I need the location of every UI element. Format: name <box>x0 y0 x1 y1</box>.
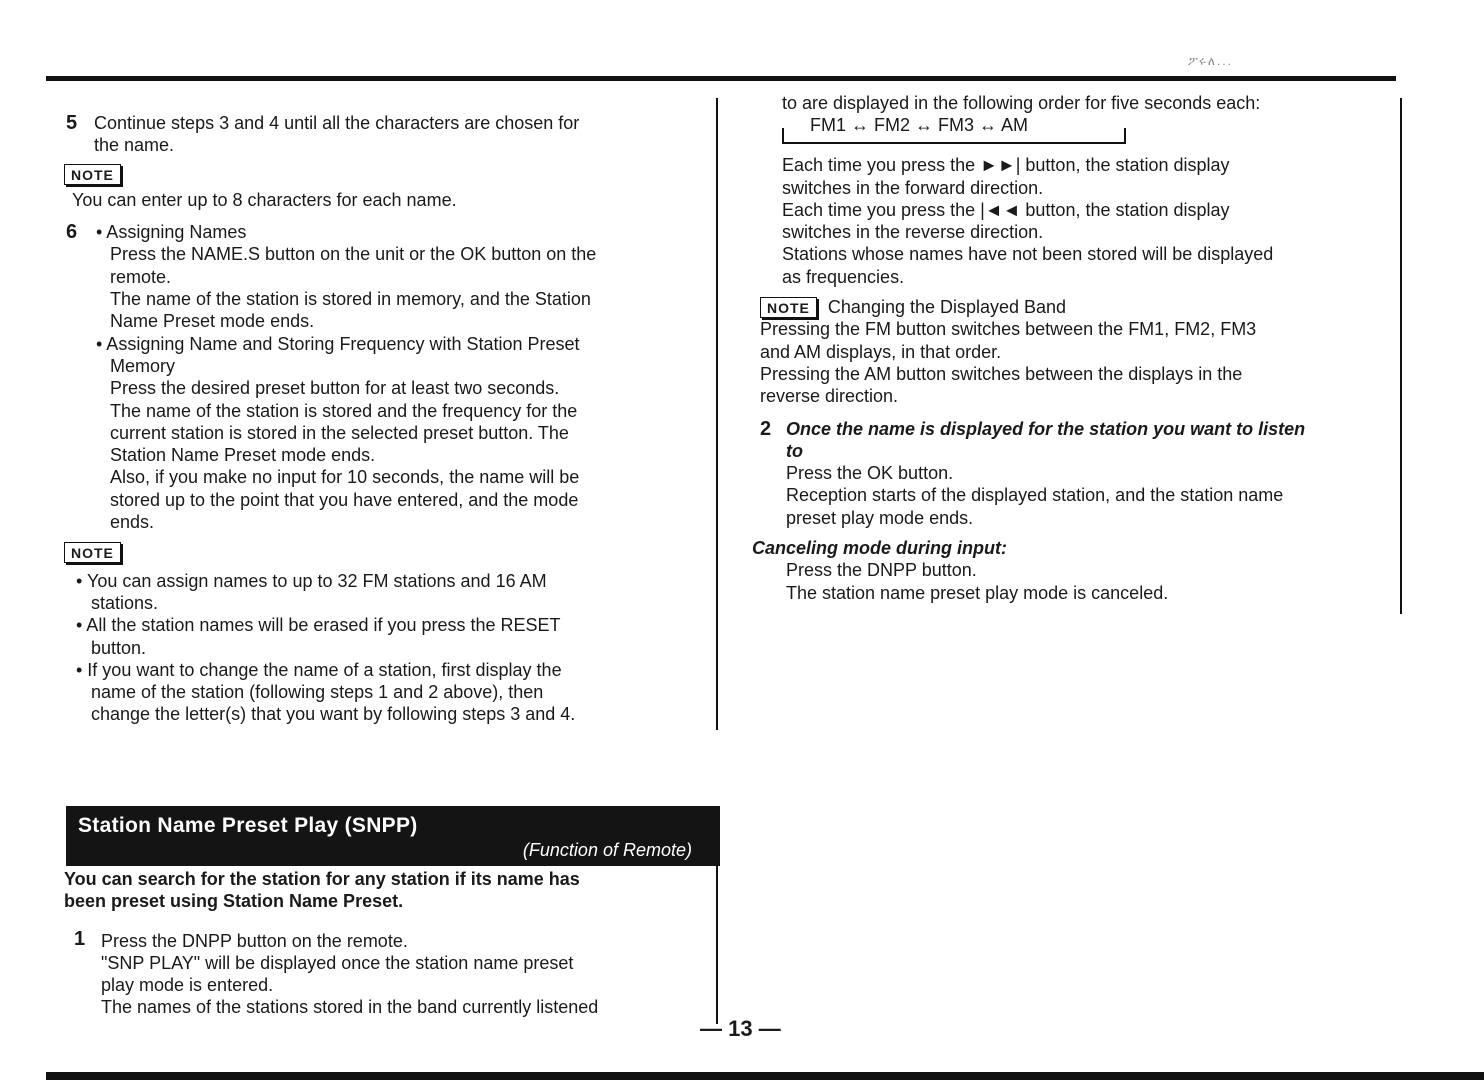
b2-line4: Station Name Preset mode ends. <box>110 445 376 466</box>
right-p1-line1: Each time you press the ►►| button, the station display <box>782 155 1230 176</box>
b2-line2: The name of the station is stored and the frequency for the <box>110 400 578 421</box>
right-note-line1: Pressing the FM button switches between the FM1, FM2, FM3 <box>760 319 1257 340</box>
step-number-2: 2 <box>760 417 772 440</box>
note-badge-1: NOTE <box>64 164 121 185</box>
right-p1-line4: switches in the reverse direction. <box>782 222 1044 243</box>
column-divider <box>716 98 718 730</box>
note-badge-3: NOTE <box>760 297 817 318</box>
band-sequence-diagram <box>782 114 1390 146</box>
bullet-assigning-names: • Assigning Names <box>96 222 247 243</box>
section-subtitle: (Function of Remote) <box>522 840 692 860</box>
b2-line5: Also, if you make no input for 10 seconds, the name will be <box>110 467 580 488</box>
step2-line2: Reception starts of the displayed station, and the station name <box>786 485 1284 506</box>
cancel-line2: The station name preset play mode is canceled. <box>786 582 1169 603</box>
snpp-intro-line1: You can search for the station for any station if its name has <box>64 869 580 889</box>
right-p1-line3: Each time you press the |◄◄ button, the station display <box>782 199 1230 220</box>
snpp-intro-line2: been preset using Station Name Preset. <box>64 891 404 911</box>
snpp-step1-line1: Press the DNPP button on the remote. <box>101 931 408 951</box>
b2-line3: current station is stored in the selected preset button. The <box>110 422 569 443</box>
step-number-1: 1 <box>74 928 86 950</box>
canceling-title: Canceling mode during input: <box>752 538 1007 559</box>
note2-bullet1-line1: • You can assign names to up to 32 FM stations and 16 AM <box>76 570 547 591</box>
note-title-changing-band: Changing the Displayed Band <box>827 297 1067 318</box>
top-rule <box>46 76 1396 81</box>
right-note-line2: and AM displays, in that order. <box>760 341 1002 362</box>
column-divider-lower <box>716 866 718 1024</box>
step5-line1: Continue steps 3 and 4 until all the characters are chosen for <box>94 113 580 133</box>
right-p1-line5: Stations whose names have not been stored will be displayed <box>782 244 1274 265</box>
b1-line4: Name Preset mode ends. <box>110 311 315 332</box>
snpp-section <box>64 868 704 1018</box>
note1-text: You can enter up to 8 characters for each name. <box>72 189 457 210</box>
note2-bullet2-line1: • All the station names will be erased if you press the RESET <box>76 615 561 636</box>
b2-line6: stored up to the point that you have entered, and the mode <box>110 489 579 510</box>
b1-line2: remote. <box>110 266 172 287</box>
right-p1-line2: switches in the forward direction. <box>782 177 1044 198</box>
note2-bullet2-line2: button. <box>91 637 147 658</box>
right-p1-line6: as frequencies. <box>782 266 905 287</box>
note2-bullet3-line1: • If you want to change the name of a station, first display the <box>76 659 562 680</box>
note2-bullet1-line2: stations. <box>91 592 159 613</box>
step2-title-line1: Once the name is displayed for the station you want to listen <box>786 418 1306 439</box>
right-note-line4: reverse direction. <box>760 386 899 407</box>
b2-line7: ends. <box>110 512 155 533</box>
step-number-6: 6 <box>66 221 78 244</box>
band-sequence-labels: FM1 ↔ FM2 ↔ FM3 ↔ AM <box>810 115 1029 136</box>
bottom-rule <box>46 1072 1484 1080</box>
step2-line3: preset play mode ends. <box>786 507 974 528</box>
snpp-step1-line3: play mode is entered. <box>101 975 274 995</box>
right-column <box>752 92 1390 604</box>
left-column <box>64 112 704 726</box>
right-border <box>1400 98 1402 614</box>
note2-bullet3-line2: name of the station (following steps 1 and 2 above), then <box>91 682 544 703</box>
section-banner <box>66 806 720 866</box>
b2-title-line2: Memory <box>110 355 176 376</box>
step2-line1: Press the OK button. <box>786 463 954 484</box>
note-badge-2: NOTE <box>64 542 121 563</box>
right-line1: to are displayed in the following order for five seconds each: <box>782 93 1261 113</box>
step-number-5: 5 <box>66 112 78 134</box>
header-faint-text: ፖሩለ... <box>1188 54 1233 68</box>
note2-bullet3-line3: change the letter(s) that you want by following steps 3 and 4. <box>91 704 576 725</box>
cancel-line1: Press the DNPP button. <box>786 560 977 581</box>
right-note-line3: Pressing the AM button switches between the displays in the <box>760 363 1243 384</box>
b2-line1: Press the desired preset button for at least two seconds. <box>110 378 560 399</box>
step5-line2: the name. <box>94 135 175 156</box>
section-title: Station Name Preset Play (SNPP) <box>78 814 418 837</box>
snpp-step1-line4: The names of the stations stored in the band currently listened <box>101 997 599 1017</box>
snpp-step1-line2: "SNP PLAY" will be displayed once the station name preset <box>101 953 574 973</box>
b1-line3: The name of the station is stored in memory, and the Station <box>110 289 591 310</box>
page-number: — 13 — <box>700 1016 781 1041</box>
step2-title-line2: to <box>786 440 803 461</box>
bullet-assigning-name-storing: • Assigning Name and Storing Frequency with Station Preset <box>96 333 580 354</box>
b1-line1: Press the NAME.S button on the unit or the OK button on the <box>110 244 597 265</box>
